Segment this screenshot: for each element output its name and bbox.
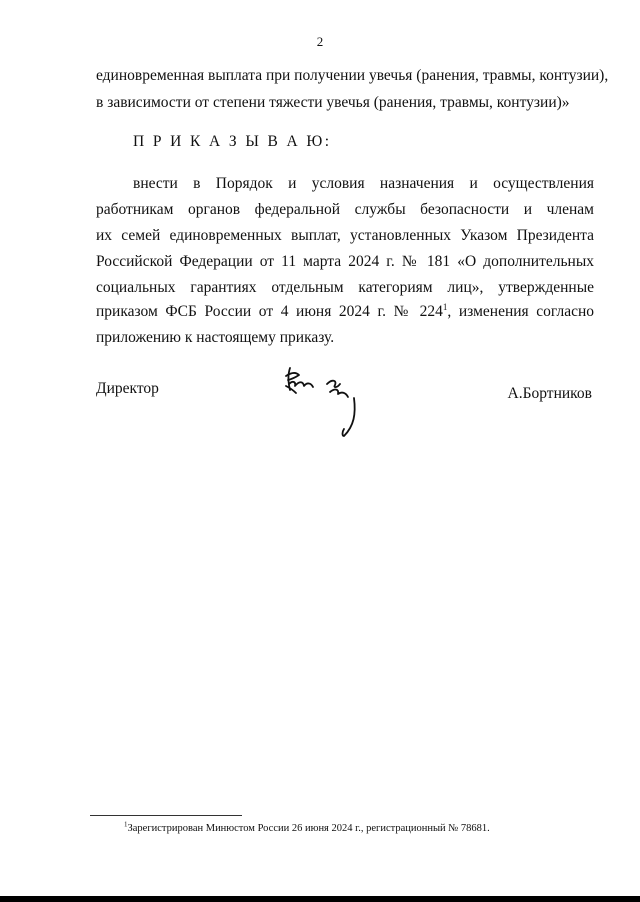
order-heading: П Р И К А З Ы В А Ю: [133,133,332,150]
body-line-6 [96,302,594,322]
body-line-5: социальных гарантиях отдельным категориям лиц», утвержденные [96,279,594,296]
body-line-6-end: , изменения согласно [447,303,594,320]
footnote [124,820,490,834]
body-line-7: приложению к настоящему приказу. [96,329,335,346]
footnote-text: Зарегистрирован Минюстом России 26 июня 2024 г., регистрационный № 78681. [127,823,490,834]
handwritten-signature [282,364,372,444]
page-number: 2 [316,34,324,49]
scan-bottom-edge [0,896,640,902]
body-line-3: их семей единовременных выплат, установленных Указом Президента [96,227,594,244]
body-line-4: Российской Федерации от 11 марта 2024 г. № 181 «О дополнительных [96,253,594,270]
signatory-position: Директор [96,380,159,397]
intro-line-2: в зависимости от степени тяжести увечья (ранения, травмы, контузии)» [96,94,570,111]
signer-name: А.Бортников [507,385,592,402]
body-line-2: работникам органов федеральной службы безопасности и членам [96,201,594,218]
footnote-separator [90,815,242,816]
footnote-marker: 1 [124,820,128,829]
footnote-reference: 1 [442,301,448,312]
intro-line-1: единовременная выплата при получении увечья (ранения, травмы, контузии), [96,67,609,84]
body-line-1: внести в Порядок и условия назначения и осуществления [133,175,594,192]
body-line-6-start: приказом ФСБ России от 4 июня 2024 г. № 224 [96,303,443,320]
